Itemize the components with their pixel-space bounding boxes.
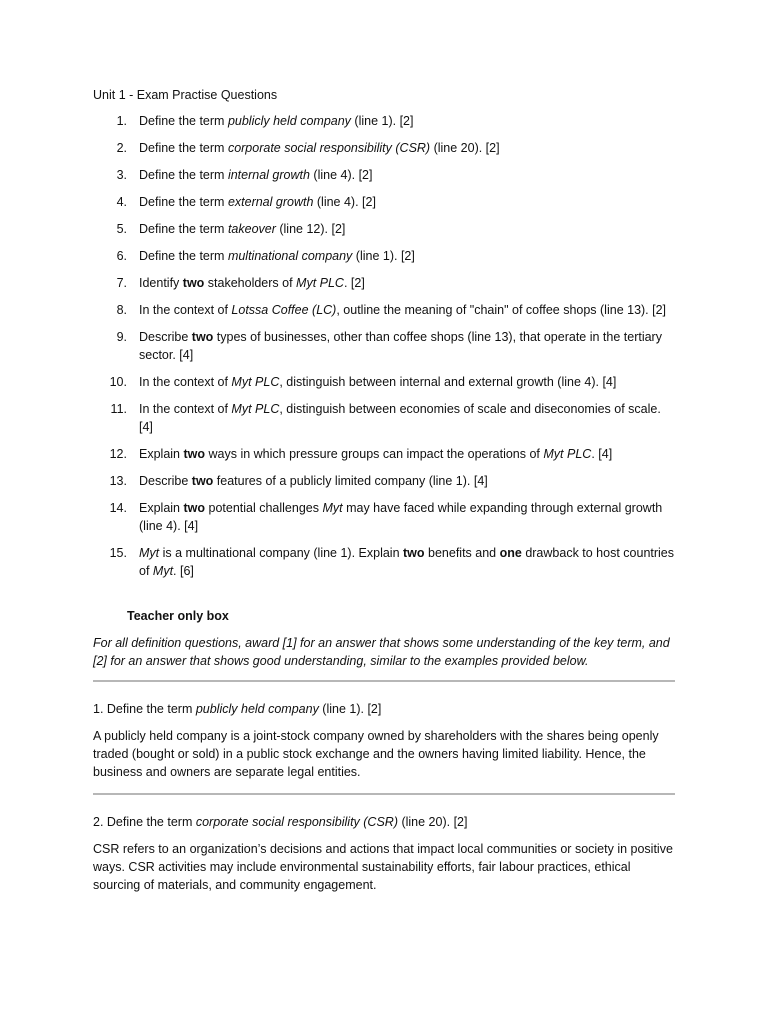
text-run: . [4] — [591, 447, 613, 461]
text-run: ways in which pressure groups can impact the operations of — [205, 447, 544, 461]
question-item — [93, 112, 675, 130]
emphasis-italic: Myt — [139, 546, 160, 560]
question-number: 15. — [109, 546, 127, 560]
text-run: (line 1). [2] — [350, 114, 414, 128]
question-text — [139, 249, 415, 263]
question-number: 14. — [109, 501, 127, 515]
text-run: (line 1). [2] — [318, 702, 382, 716]
text-run: 1. Define the term — [93, 702, 196, 716]
text-run: (line 20). [2] — [397, 815, 468, 829]
emphasis-italic: Lotssa Coffee (LC) — [231, 303, 337, 317]
emphasis-italic: Myt — [152, 564, 174, 578]
question-item — [93, 472, 675, 490]
question-text — [139, 474, 488, 488]
emphasis-bold: two — [191, 330, 214, 344]
question-item — [93, 301, 675, 319]
question-number: 8. — [116, 303, 127, 317]
text-run: (line 12). [2] — [275, 222, 346, 236]
model-answer: A publicly held company is a joint-stock company owned by shareholders with the shares being openly traded (bought or sold) in a public stock exchange and the owners having limited liability. Hence, the business and owners are separate legal entities. — [93, 729, 659, 779]
emphasis-italic: Myt PLC — [543, 447, 592, 461]
emphasis-italic: Myt — [322, 501, 343, 515]
teacher-box-heading: Teacher only box — [127, 609, 229, 623]
question-list — [93, 112, 675, 580]
question-number: 9. — [116, 330, 127, 344]
emphasis-bold: two — [183, 447, 206, 461]
question-text — [139, 501, 662, 533]
text-run: Define the term — [139, 141, 228, 155]
text-run: Define the term — [139, 114, 228, 128]
text-run: , distinguish between economies of scale and diseconomies of scale. [4] — [139, 402, 661, 434]
definition-block — [93, 795, 675, 906]
question-item — [93, 544, 675, 580]
question-number: 7. — [116, 276, 127, 290]
text-run: Describe — [139, 474, 192, 488]
question-text — [139, 276, 365, 290]
definition-question — [93, 700, 675, 718]
model-answer: CSR refers to an organization’s decisions and actions that impact local communities or society in positive ways. CSR activities may include environmental sustainability efforts, fair labour practices, ethical sourcing of materials, and community engagement. — [93, 842, 673, 892]
question-text — [139, 447, 612, 461]
text-run: . [2] — [343, 276, 365, 290]
text-run: is a multinational company (line 1). Explain — [159, 546, 404, 560]
text-run: In the context of — [139, 375, 232, 389]
emphasis-italic: takeover — [227, 222, 276, 236]
text-run: Describe — [139, 330, 192, 344]
text-run: potential challenges — [205, 501, 323, 515]
text-run: (line 1). [2] — [352, 249, 415, 263]
text-run: In the context of — [139, 402, 232, 416]
text-run: (line 4). [2] — [309, 168, 373, 182]
emphasis-bold: two — [403, 546, 425, 560]
question-text — [139, 330, 662, 362]
question-number: 3. — [116, 168, 127, 182]
text-run: stakeholders of — [204, 276, 297, 290]
text-run: Define the term — [139, 222, 228, 236]
emphasis-bold: two — [183, 501, 206, 515]
text-run: may have faced while expanding through external growth (line 4). [4] — [139, 501, 663, 533]
definition-question — [93, 813, 675, 831]
question-number: 1. — [116, 114, 127, 128]
emphasis-italic: publicly held company — [227, 114, 351, 128]
question-text — [139, 546, 674, 578]
question-text — [139, 375, 616, 389]
question-item — [93, 139, 675, 157]
question-number: 6. — [116, 249, 127, 263]
question-number: 4. — [116, 195, 127, 209]
question-text — [139, 195, 376, 209]
emphasis-italic: Myt PLC — [231, 402, 280, 416]
question-number: 13. — [109, 474, 127, 488]
question-text — [139, 168, 372, 182]
emphasis-italic: publicly held company — [195, 702, 319, 716]
document-page — [93, 86, 675, 906]
text-run: (line 4). [2] — [313, 195, 376, 209]
emphasis-italic: corporate social responsibility (CSR) — [195, 815, 398, 829]
definition-block — [93, 682, 675, 793]
emphasis-italic: Myt PLC — [296, 276, 344, 290]
text-run: Define the term — [139, 195, 228, 209]
question-item — [93, 499, 675, 535]
text-run: features of a publicly limited company (line 1). [4] — [213, 474, 488, 488]
question-item — [93, 166, 675, 184]
definition-answers — [93, 680, 675, 906]
emphasis-bold: one — [499, 546, 522, 560]
question-item — [93, 247, 675, 265]
text-run: , outline the meaning of "chain" of coffee shops (line 13). [2] — [336, 303, 667, 317]
question-item — [93, 274, 675, 292]
question-number: 5. — [116, 222, 127, 236]
emphasis-bold: two — [191, 474, 214, 488]
text-run: Explain — [139, 447, 184, 461]
teacher-box-note: For all definition questions, award [1] for an answer that shows some understanding of the key term, and [2] for an answer that shows good understanding, similar to the examples provided below. — [93, 636, 670, 668]
document-title: Unit 1 - Exam Practise Questions — [93, 88, 278, 102]
text-run: , distinguish between internal and external growth (line 4). [4] — [279, 375, 617, 389]
text-run: drawback to host countries of — [139, 546, 675, 578]
question-item — [93, 328, 675, 364]
text-run: Define the term — [139, 168, 228, 182]
question-item — [93, 373, 675, 391]
question-text — [139, 222, 345, 236]
question-item — [93, 445, 675, 463]
question-text — [139, 303, 666, 317]
emphasis-italic: corporate social responsibility (CSR) — [227, 141, 431, 155]
text-run: Explain — [139, 501, 184, 515]
question-text — [139, 114, 413, 128]
text-run: benefits and — [424, 546, 500, 560]
text-run: 2. Define the term — [93, 815, 196, 829]
text-run: . [6] — [173, 564, 194, 578]
emphasis-italic: external growth — [227, 195, 314, 209]
question-number: 10. — [109, 375, 127, 389]
question-text — [139, 402, 661, 434]
text-run: In the context of — [139, 303, 232, 317]
question-item — [93, 220, 675, 238]
question-text — [139, 141, 500, 155]
text-run: Identify — [139, 276, 183, 290]
question-number: 2. — [116, 141, 127, 155]
text-run: Define the term — [139, 249, 228, 263]
text-run: (line 20). [2] — [430, 141, 500, 155]
emphasis-bold: two — [182, 276, 205, 290]
question-item — [93, 193, 675, 211]
emphasis-italic: Myt PLC — [231, 375, 280, 389]
question-number: 11. — [110, 402, 127, 416]
question-item — [93, 400, 675, 436]
emphasis-italic: internal growth — [227, 168, 310, 182]
question-number: 12. — [109, 447, 127, 461]
text-run: types of businesses, other than coffee shops (line 13), that operate in the tertiary sector. [4] — [139, 330, 662, 362]
emphasis-italic: multinational company — [227, 249, 353, 263]
